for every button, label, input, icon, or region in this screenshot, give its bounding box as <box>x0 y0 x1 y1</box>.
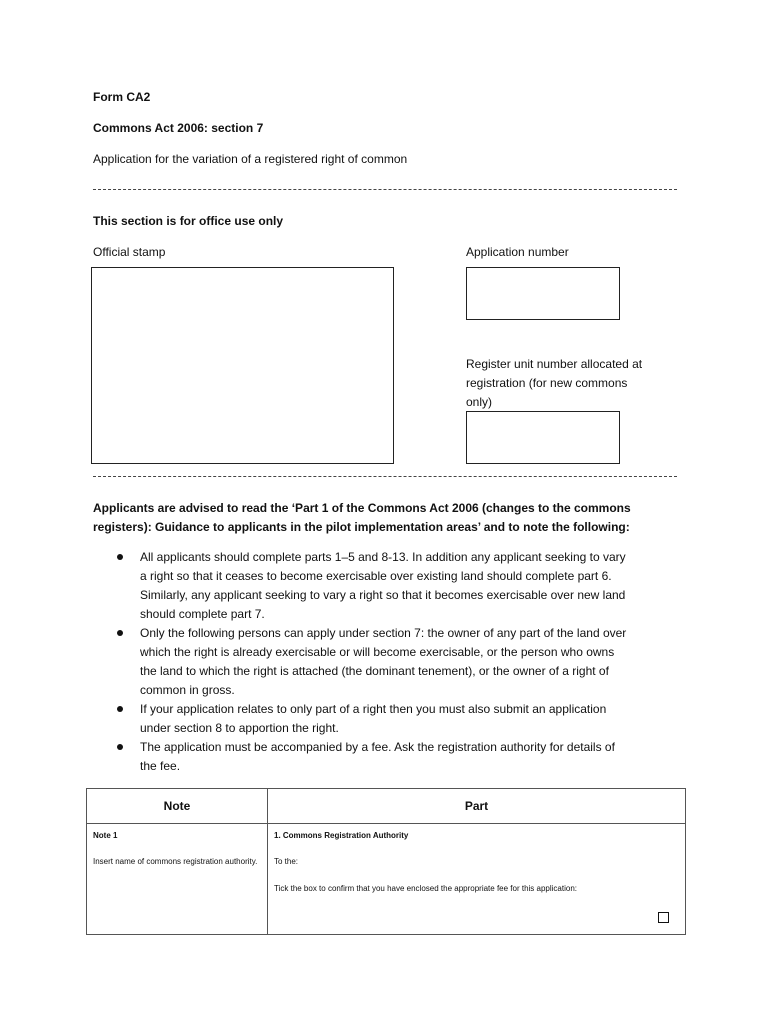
part-to-label: To the: <box>274 857 299 866</box>
bullet-line: the land to which the right is attached (the dominant tenement), or the owner of a right of <box>140 664 609 678</box>
advice-line-2: registers): Guidance to applicants in the pilot implementation areas’ and to note the following: <box>93 520 630 534</box>
register-unit-label-3: only) <box>466 395 493 409</box>
bullet-line: The application must be accompanied by a fee. Ask the registration authority for details of <box>140 740 615 754</box>
official-stamp-label: Official stamp <box>93 245 166 259</box>
bullet-line: which the right is already exercisable or will become exercisable, or the person who owns <box>140 645 615 659</box>
advice-line-1: Applicants are advised to read the ‘Part 1 of the Commons Act 2006 (changes to the commons <box>93 501 631 515</box>
bullet-line: Similarly, any applicant seeking to vary a right so that it becomes exercisable over new land <box>140 588 626 602</box>
office-use-heading: This section is for office use only <box>93 214 284 228</box>
column-header-note: Note <box>87 789 268 824</box>
bullet-line: the fee. <box>140 759 181 773</box>
bullet-line: common in gross. <box>140 683 235 697</box>
form-id: Form CA2 <box>93 90 151 104</box>
official-stamp-box <box>91 267 394 464</box>
note-cell <box>87 824 268 935</box>
register-unit-label-2: registration (for new commons <box>466 376 628 390</box>
bullet-item <box>93 548 683 624</box>
application-number-label: Application number <box>466 245 569 259</box>
register-unit-number-box <box>466 411 620 464</box>
bullet-line: All applicants should complete parts 1–5 and 8-13. In addition any applicant seeking to vary <box>140 550 626 564</box>
bullet-line: should complete part 7. <box>140 607 265 621</box>
note-text: Insert name of commons registration authority. <box>93 857 258 866</box>
application-number-box <box>466 267 620 320</box>
bullet-dot-icon <box>117 554 123 560</box>
bullet-line: If your application relates to only part of a right then you must also submit an application <box>140 702 607 716</box>
part-title: 1. Commons Registration Authority <box>274 831 409 840</box>
dashed-divider-top <box>93 189 677 190</box>
fee-enclosed-checkbox[interactable] <box>658 912 669 923</box>
bullet-item <box>93 700 683 738</box>
fee-tick-label: Tick the box to confirm that you have enclosed the appropriate fee for this application: <box>274 884 577 893</box>
form-title: Application for the variation of a registered right of common <box>93 152 408 166</box>
bullet-dot-icon <box>117 744 123 750</box>
bullet-item <box>93 624 683 700</box>
register-unit-label-1: Register unit number allocated at <box>466 357 643 371</box>
part-cell <box>268 824 686 935</box>
dashed-divider-bottom <box>93 476 677 477</box>
bullet-item <box>93 738 683 776</box>
bullet-dot-icon <box>117 706 123 712</box>
guidance-bullet-list <box>93 548 683 776</box>
bullet-line: a right so that it ceases to become exercisable over existing land should complete part 6. <box>140 569 612 583</box>
bullet-line: under section 8 to apportion the right. <box>140 721 339 735</box>
bullet-line: Only the following persons can apply under section 7: the owner of any part of the land over <box>140 626 627 640</box>
column-header-part: Part <box>268 789 686 824</box>
note-title: Note 1 <box>93 831 118 840</box>
bullet-dot-icon <box>117 630 123 636</box>
notes-table <box>86 788 686 935</box>
act-reference: Commons Act 2006: section 7 <box>93 121 264 135</box>
